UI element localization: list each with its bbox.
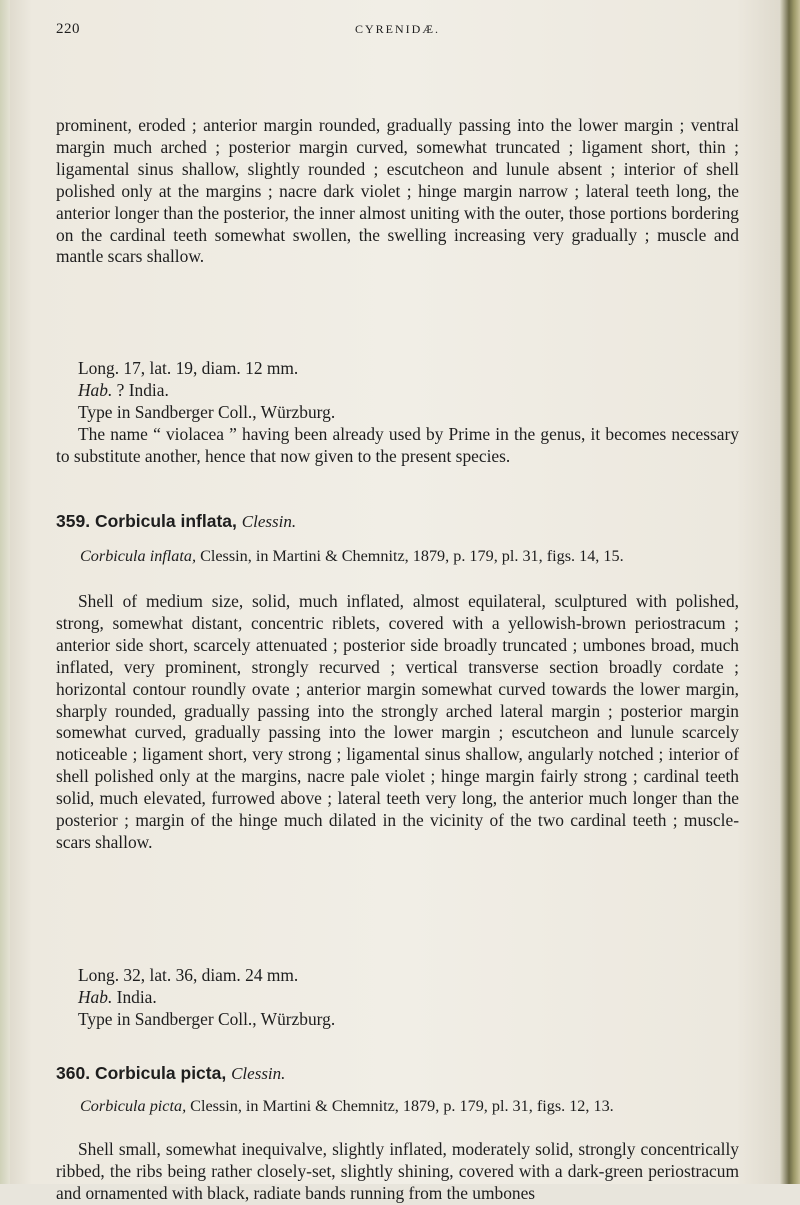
running-head-title: CYRENIDÆ. bbox=[354, 22, 440, 36]
page-binding-edge bbox=[780, 0, 800, 1184]
species-reference-360 bbox=[80, 1096, 760, 1117]
species-author: Clessin. bbox=[231, 1064, 286, 1083]
continuation-dimensions: Long. 17, lat. 19, diam. 12 mm. bbox=[78, 358, 299, 378]
species-heading-360 bbox=[56, 1062, 739, 1085]
reference-text: Clessin, in Martini & Chemnitz, 1879, p. 179, pl. 31, figs. 14, 15. bbox=[200, 547, 624, 565]
continuation-note: The name “ violacea ” having been already used by Prime in the genus, it becomes necessary to substitute another, hence that now given to the present species. bbox=[56, 424, 739, 466]
species-heading-359 bbox=[56, 510, 739, 533]
species-number: 360. bbox=[56, 1063, 91, 1083]
reference-name: Corbicula inflata, bbox=[80, 547, 197, 565]
habitat-value: India. bbox=[116, 987, 157, 1007]
continuation-type: Type in Sandberger Coll., Würzburg. bbox=[78, 402, 336, 422]
species-name: Corbicula picta, bbox=[94, 1063, 227, 1083]
continuation-paragraph: prominent, eroded ; anterior margin rounded, gradually passing into the lower margin ; ventral margin much arched ; posterior margin curved, somewhat truncated ; ligament short, thin ; ligamental sinus shallow, slightly rounded ; escutcheon and lunule absent ; interior of shell polished only at the margins ; nacre dark violet ; hinge margin narrow ; lateral teeth long, the anterior longer than the posterior, the inner almost uniting with the outer, those portions bordering on the cardinal teeth somewhat swollen, the swelling increasing very gradually ; muscle and mantle scars shallow. bbox=[56, 115, 739, 267]
species-reference-359 bbox=[80, 546, 760, 567]
reference-text: Clessin, in Martini & Chemnitz, 1879, p. 179, pl. 31, figs. 12, 13. bbox=[190, 1097, 614, 1115]
continuation-habitat bbox=[56, 380, 739, 402]
species-description-359: Shell of medium size, solid, much inflated, almost equilateral, sculptured with polished, strong, somewhat distant, concentric riblets, covered with a yellowish-brown periostracum ; anterior side short, scarcely attenuated ; posterior side broadly truncated ; umbones broad, much inflated, very prominent, strongly recurved ; vertical transverse section broadly cordate ; horizontal contour roundly ovate ; anterior margin somewhat curved towards the lower margin, sharply rounded, gradually passing into the strongly arched lateral margin ; posterior margin somewhat curved, gradually passing into the lower margin ; escutcheon and lunule scarcely noticeable ; ligament short, very strong ; ligamental sinus shallow, angularly notched ; interior of shell polished only at the margins, nacre pale violet ; hinge margin fairly strong ; cardinal teeth solid, much elevated, furrowed above ; lateral teeth very long, the anterior much longer than the posterior ; margin of the hinge much dilated in the vicinity of the two cardinal teeth ; muscle-scars shallow. bbox=[56, 591, 739, 852]
habitat-label: Hab. bbox=[78, 380, 113, 400]
species-habitat-359 bbox=[56, 987, 739, 1009]
habitat-value: ? India. bbox=[116, 380, 169, 400]
page-left-edge bbox=[0, 0, 10, 1184]
page-number: 220 bbox=[56, 21, 80, 37]
species-type-359: Type in Sandberger Coll., Würzburg. bbox=[78, 1009, 336, 1029]
species-dimensions-359: Long. 32, lat. 36, diam. 24 mm. bbox=[78, 965, 299, 985]
species-description-360: Shell small, somewhat inequivalve, slightly inflated, moderately solid, strongly concentrically ribbed, the ribs being rather closely-set, slightly shining, covered with a dark-green periostracum and ornamented with black, radiate bands running from the umbones bbox=[56, 1139, 739, 1203]
species-name: Corbicula inflata, bbox=[94, 511, 237, 531]
habitat-label: Hab. bbox=[78, 987, 113, 1007]
running-head bbox=[56, 21, 739, 43]
species-number: 359. bbox=[56, 511, 91, 531]
species-author: Clessin. bbox=[241, 512, 297, 531]
reference-name: Corbicula picta, bbox=[80, 1097, 187, 1115]
